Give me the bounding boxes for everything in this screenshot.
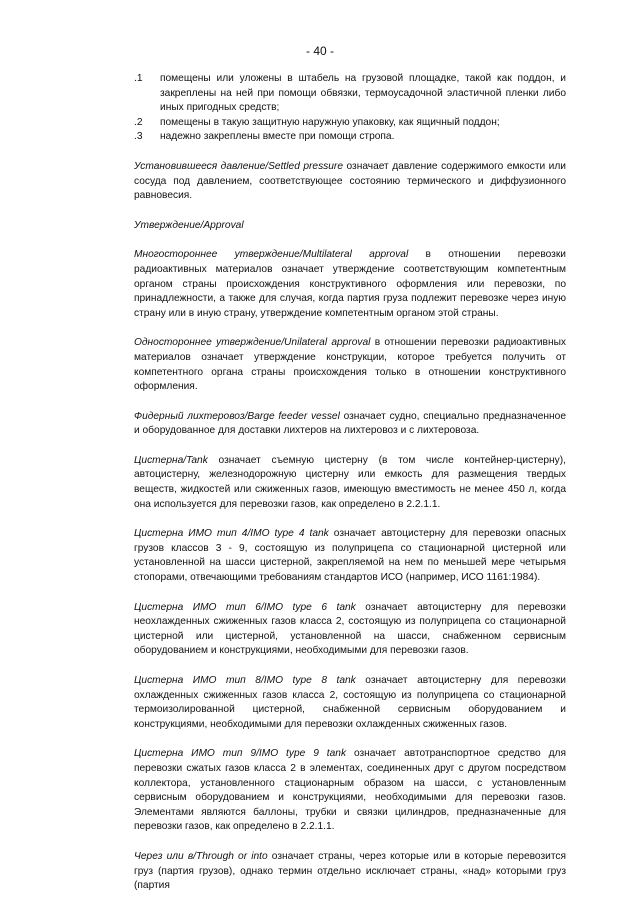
definition-through-or-into (134, 850, 566, 894)
definition-text: означает страны, через которые или в которые перевозится груз (партия грузов), однако термин отдельно исключает страны, «над» которыми груз (партия (134, 850, 567, 892)
page-number: - 40 - (305, 44, 334, 58)
list-item (134, 116, 566, 131)
definition-term: Цистерна ИМО тип 9/IMO type 9 tank (134, 748, 347, 760)
list-item-number: .1 (134, 73, 143, 84)
definition-term: Фидерный лихтеровоз/Barge feeder vessel (134, 410, 340, 422)
definition-barge-feeder-vessel (134, 410, 566, 439)
definition-term: Одностороннее утверждение/Unilateral approval (134, 337, 371, 349)
definition-unilateral-approval (134, 336, 566, 394)
definition-term: Через или в/Through or into (134, 850, 268, 862)
definition-text: в отношении перевозки радиоактивных материалов означает утверждение соответствующим компетентным органом страны происхождения конструктивного оформления или перевозки, по принадлежности, а также для случая, когда партия груза подлежит перевозке через иную страну или в иную страну, утверждение компетентным органом этой страны. (134, 249, 566, 319)
definition-text: означает судно, специально предназначенное и оборудованное для доставки лихтеров на лихтеровоз и с лихтеровоза. (134, 410, 566, 437)
list-item-text: помещены или уложены в штабель на грузовой площадке, такой как поддон, и закреплены на ней при помощи обвязки, термоусадочной эластичной пленки либо иных пригодных средств; (160, 73, 566, 114)
list-item-number: .3 (134, 131, 143, 143)
definition-text: означает автоцистерну для перевозки охлажденных сжиженных газов класса 2, состоящую из полуприцепа со стационарной термоизолированной цистерной, снабженной сервисным оборудованием и конструкциями, необходимыми для перевозки охлажденных сжиженных газов. (134, 675, 566, 730)
definition-imo-type-8-tank (134, 674, 566, 732)
definition-term: Цистерна/Tank (134, 454, 208, 466)
definition-text: означает автоцистерну для перевозки опасных грузов классов 3 - 9, состоящую из полуприцепа со стационарной цистерной или установленной на шасси цистерной, закрепляемой на нем по меньшей мере четырьмя стопорами, отвечающими требованиям стандартов ИСО (например, ИСО 1161:1984). (134, 528, 566, 584)
numbered-list (134, 72, 566, 145)
definition-text: означает автоцистерну для перевозки неохлажденных сжиженных газов класса 2, состоящую из полуприцепа со стационарной цистерной или цистерной, установленной на шасси, снабженном сервисным оборудованием и конструкциями, необходимыми для перевозки газов. (134, 601, 566, 657)
definition-text: в отношении перевозки радиоактивных материалов означает утверждение конструкции, которое требуется получить от компетентного органа страны происхождения только в отношении конструктивного оформления. (134, 337, 566, 393)
definition-term: Цистерна ИМО тип 6/IMO type 6 tank (134, 601, 356, 613)
definition-text: означает автотранспортное средство для перевозки сжатых газов класса 2 в элементах, соединенных друг с другом посредством коллектора, установленного стационарным образом на шасси, с установленным сервисным оборудованием и конструкциями, необходимыми для перевозки газов. Элементами являются баллоны, трубки и связки цилиндров, предназначенные для перевозки газов, как определено в 2.2.1.1. (134, 748, 566, 833)
definition-multilateral-approval (134, 248, 566, 321)
definition-approval (134, 219, 566, 234)
definition-tank (134, 454, 566, 512)
list-item-text: помещены в такую защитную наружную упаковку, как ящичный поддон; (160, 116, 500, 128)
definition-imo-type-4-tank (134, 527, 566, 585)
list-item (134, 72, 566, 116)
list-item (134, 130, 566, 145)
list-item-number: .2 (134, 116, 143, 128)
definition-term: Цистерна ИМО тип 8/IMO type 8 tank (134, 675, 356, 686)
list-item-text: надежно закреплены вместе при помощи стропа. (160, 131, 395, 143)
definition-term: Утверждение/Approval (134, 219, 244, 231)
definition-term: Цистерна ИМО тип 4/IMO type 4 tank (134, 528, 329, 540)
document-body (134, 72, 566, 909)
definition-imo-type-9-tank (134, 747, 566, 835)
definition-settled-pressure (134, 160, 566, 204)
definition-term: Установившееся давление/Settled pressure (134, 160, 343, 172)
definition-term: Многостороннее утверждение/Multilateral approval (134, 249, 409, 261)
definition-imo-type-6-tank (134, 601, 566, 659)
definition-text: означает съемную цистерну (в том числе контейнер-цистерну), автоцистерну, железнодорожную цистерну или емкость для размещения твердых веществ, жидкостей или сжиженных газов, имеющую вместимость не менее 450 л, когда она используется для перевозки газов, как определено в 2.2.1.1. (134, 454, 566, 510)
definition-text: означает давление содержимого емкости или сосуда под давлением, соответствующее состоянию термического и диффузионного равновесия. (134, 160, 566, 202)
